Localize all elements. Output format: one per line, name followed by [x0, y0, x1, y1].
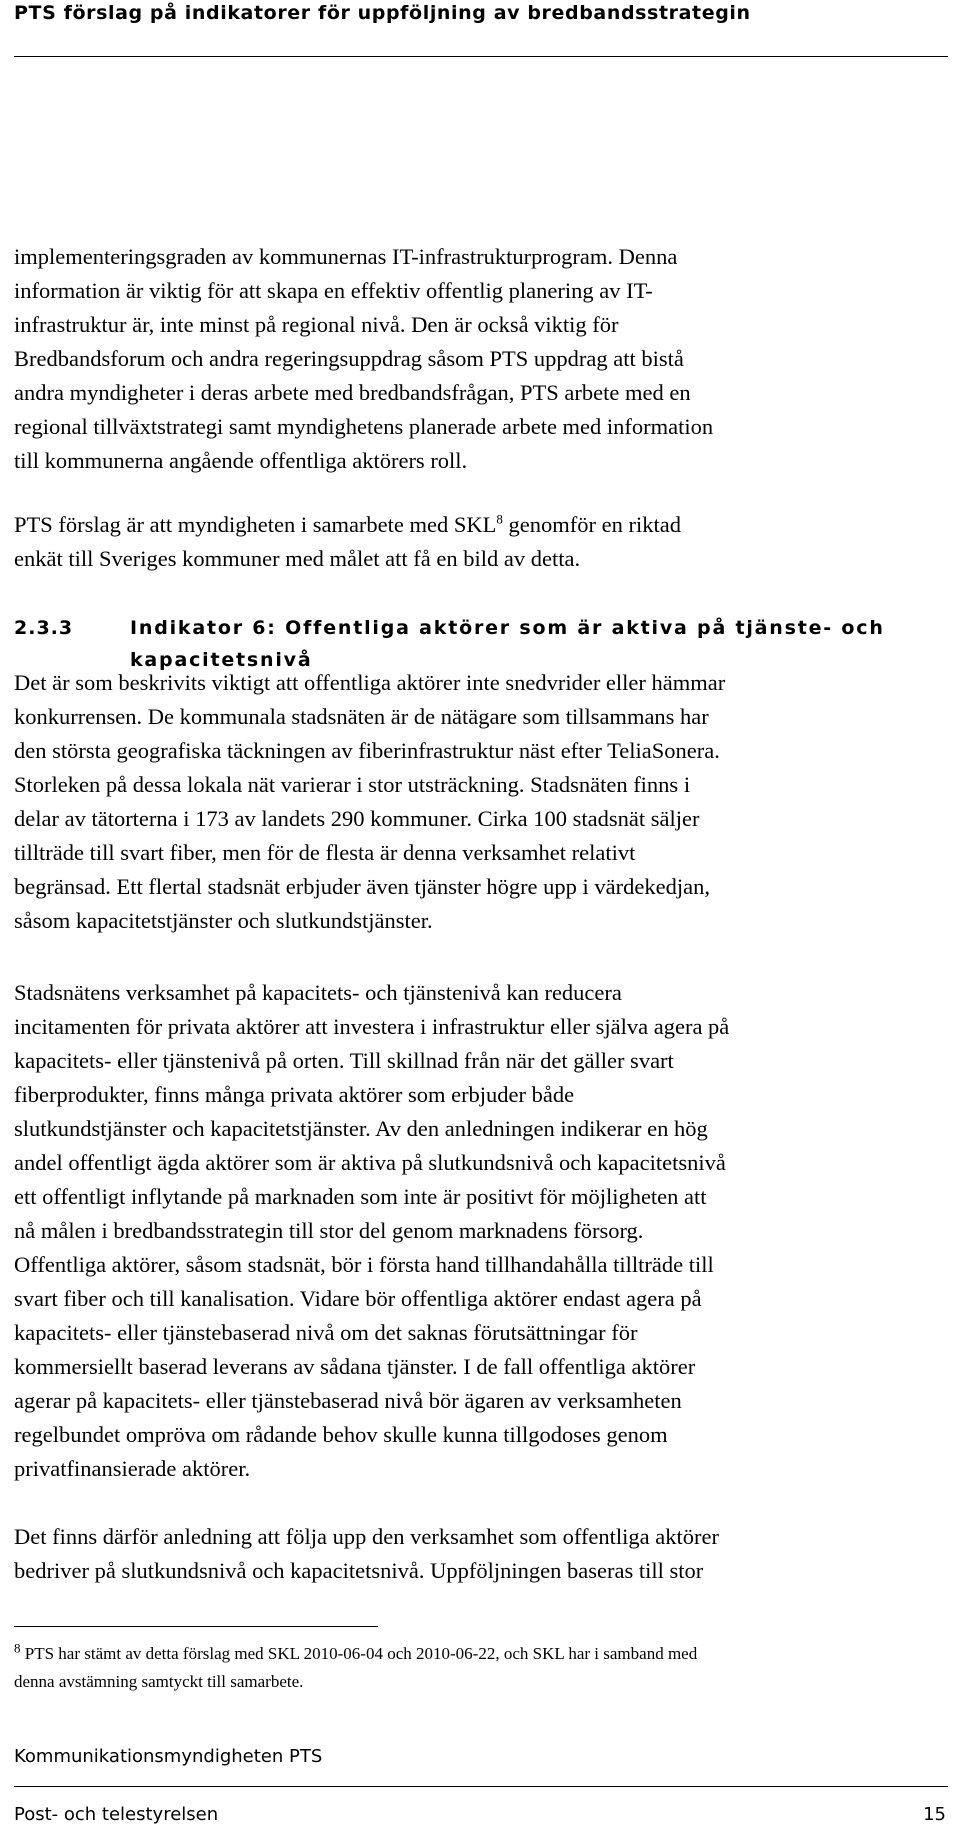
text-line: Det finns därför anledning att följa upp den verksamhet som offentliga aktörer [14, 1524, 719, 1549]
paragraph-2 [14, 508, 944, 576]
section-title-line: kapacitetsnivå [130, 649, 313, 671]
text-line: den största geografiska täckningen av fiberinfrastruktur näst efter TeliaSonera. [14, 738, 720, 763]
footnote-divider [14, 1626, 378, 1627]
text-line: Offentliga aktörer, såsom stadsnät, bör i första hand tillhandahålla tillträde till [14, 1252, 714, 1277]
section-number: 2.3.3 [14, 617, 74, 639]
footer-agency: Post- och telestyrelsen [14, 1804, 219, 1825]
text-line: tillträde till svart fiber, men för de flesta är denna verksamhet relativt [14, 840, 636, 865]
section-title-line: Indikator 6: Offentliga aktörer som är aktiva på tjänste- och [130, 617, 885, 639]
running-header-title: PTS förslag på indikatorer för uppföljning av bredbandsstrategin [14, 2, 751, 24]
text-line: enkät till Sveriges kommuner med målet att få en bild av detta. [14, 546, 581, 571]
text-line: nå målen i bredbandsstrategin till stor del genom marknadens försorg. [14, 1218, 644, 1243]
text-line: Bredbandsforum och andra regeringsuppdrag såsom PTS uppdrag att bistå [14, 346, 684, 371]
text-line: andel offentligt ägda aktörer som är aktiva på slutkundsnivå och kapacitetsnivå [14, 1150, 726, 1175]
text-line: kommersiellt baserad leverans av sådana tjänster. I de fall offentliga aktörer [14, 1354, 696, 1379]
text-line: till kommunerna angående offentliga aktörers roll. [14, 448, 468, 473]
text-line: ett offentligt inflytande på marknaden som inte är positivt för möjligheten att [14, 1184, 707, 1209]
text-line: kapacitets- eller tjänstebaserad nivå om det saknas förutsättningar för [14, 1320, 638, 1345]
paragraph-1 [14, 240, 944, 478]
footnote-reference[interactable]: 8 [496, 511, 503, 527]
text-line: information är viktig för att skapa en effektiv offentlig planering av IT- [14, 278, 653, 303]
text-line: regelbundet ompröva om rådande behov skulle kunna tillgodoses genom [14, 1422, 668, 1447]
text-line: incitamenten för privata aktörer att investera i infrastruktur eller själva agera på [14, 1014, 730, 1039]
paragraph-3 [14, 666, 944, 938]
text-segment: genomför en riktad [502, 512, 681, 537]
text-line: regional tillväxtstrategi samt myndighetens planerade arbete med information [14, 414, 714, 439]
text-line: slutkundstjänster och kapacitetstjänster. Av den anledningen indikerar en hög [14, 1116, 708, 1141]
footer-divider [14, 1786, 948, 1787]
text-line: privatfinansierade aktörer. [14, 1456, 251, 1481]
text-line: delar av tätorterna i 173 av landets 290 kommuner. Cirka 100 stadsnät säljer [14, 806, 700, 831]
header-divider [14, 56, 948, 57]
paragraph-4 [14, 976, 944, 1486]
text-line: svart fiber och till kanalisation. Vidare bör offentliga aktörer endast agera på [14, 1286, 702, 1311]
text-line: såsom kapacitetstjänster och slutkundstjänster. [14, 908, 433, 933]
text-line: konkurrensen. De kommunala stadsnäten är de nätägare som tillsammans har [14, 704, 709, 729]
text-segment: PTS förslag är att myndigheten i samarbete med SKL [14, 512, 497, 537]
text-line: implementeringsgraden av kommunernas IT-infrastrukturprogram. Denna [14, 244, 678, 269]
footer-organization: Kommunikationsmyndigheten PTS [14, 1746, 323, 1767]
text-line [14, 508, 944, 542]
text-line: begränsad. Ett flertal stadsnät erbjuder även tjänster högre upp i värdekedjan, [14, 874, 710, 899]
text-line: agerar på kapacitets- eller tjänstebaserad nivå bör ägaren av verksamheten [14, 1388, 682, 1413]
text-line: Storleken på dessa lokala nät varierar i stor utsträckning. Stadsnäten finns i [14, 772, 691, 797]
footnote [14, 1640, 944, 1696]
text-line: bedriver på slutkundsnivå och kapacitetsnivå. Uppföljningen baseras till stor [14, 1558, 704, 1583]
page-number: 15 [923, 1804, 946, 1825]
footnote-marker: 8 [14, 1640, 21, 1656]
text-line: infrastruktur är, inte minst på regional nivå. Den är också viktig för [14, 312, 619, 337]
text-line: kapacitets- eller tjänstenivå på orten. Till skillnad från när det gäller svart [14, 1048, 674, 1073]
footnote-line [14, 1640, 944, 1668]
text-line: andra myndigheter i deras arbete med bredbandsfrågan, PTS arbete med en [14, 380, 691, 405]
text-line: Stadsnätens verksamhet på kapacitets- och tjänstenivå kan reducera [14, 980, 622, 1005]
text-line: Det är som beskrivits viktigt att offentliga aktörer inte snedvrider eller hämmar [14, 670, 726, 695]
footnote-text: PTS har stämt av detta förslag med SKL 2010-06-04 och 2010-06-22, och SKL har i samband med [20, 1644, 698, 1663]
paragraph-5 [14, 1520, 944, 1588]
footnote-line: denna avstämning samtyckt till samarbete. [14, 1672, 304, 1691]
text-line: fiberprodukter, finns många privata aktörer som erbjuder både [14, 1082, 575, 1107]
